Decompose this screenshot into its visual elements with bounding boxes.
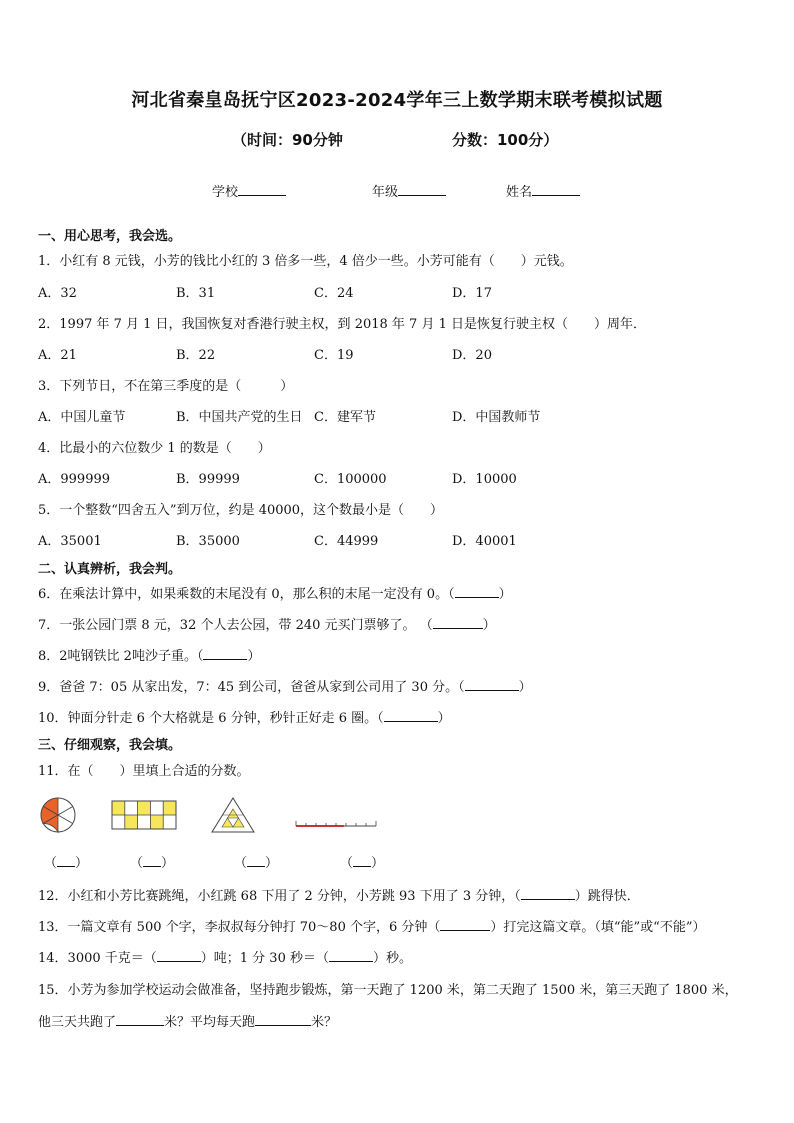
q2-option-d[interactable]: D．20	[452, 348, 492, 363]
grid-fraction-figure	[112, 801, 176, 829]
question-1: 1．小红有 8 元钱，小芳的钱比小红的 3 倍多一些，4 倍少一些。小芳可能有（ ）元钱。	[38, 254, 573, 269]
question-6: 6．在乘法计算中，如果乘数的末尾没有 0，那么积的末尾一定没有 0。（ ）	[38, 587, 512, 602]
q5-option-c[interactable]: C．44999	[314, 534, 379, 549]
q11-answer-2[interactable]: （ ）	[130, 856, 175, 871]
q11-figures	[38, 796, 398, 836]
q11-answer-3[interactable]: （ ）	[234, 856, 279, 871]
q3-option-a[interactable]: A．中国儿童节	[38, 410, 126, 425]
page-title: 河北省秦皇岛抚宁区2023-2024学年三上数学期末联考模拟试题	[131, 90, 663, 111]
grade-blank[interactable]	[398, 183, 446, 196]
question-8: 8．2吨钢铁比 2吨沙子重。（ ）	[38, 649, 261, 664]
q5-option-a[interactable]: A．35001	[38, 534, 102, 549]
question-12: 12．小红和小芳比赛跳绳，小红跳 68 下用了 2 分钟，小芳跳 93 下用了 3 分钟，（ ）跳得快．	[38, 889, 640, 904]
q15-blank-1[interactable]	[116, 1013, 164, 1026]
circle-fraction-figure	[41, 798, 75, 832]
school-label: 学校	[212, 185, 239, 200]
question-11: 11．在（ ）里填上合适的分数。	[38, 764, 250, 779]
q1-option-c[interactable]: C．24	[314, 286, 354, 301]
section-1-heading: 一、用心思考，我会选。	[38, 229, 182, 244]
q4-option-b[interactable]: B．99999	[176, 472, 240, 487]
q5-option-d[interactable]: D．40001	[452, 534, 517, 549]
q9-answer-blank[interactable]	[465, 678, 519, 691]
q3-option-c[interactable]: C．建军节	[314, 410, 376, 425]
q11-blank-2[interactable]	[143, 854, 161, 867]
q11-blank-1[interactable]	[57, 854, 75, 867]
q3-option-b[interactable]: B．中国共产党的生日	[176, 410, 303, 425]
question-2: 2．1997 年 7 月 1 日，我国恢复对香港行驶主权，到 2018 年 7 月 1 日是恢复行驶主权（ ）周年．	[38, 317, 646, 332]
q7-answer-blank[interactable]	[433, 616, 483, 629]
q1-option-a[interactable]: A．32	[38, 286, 77, 301]
q10-answer-blank[interactable]	[384, 709, 438, 722]
grade-field[interactable]	[372, 181, 446, 200]
q4-option-c[interactable]: C．100000	[314, 472, 387, 487]
q2-option-b[interactable]: B．22	[176, 348, 216, 363]
name-label: 姓名	[506, 185, 533, 200]
q3-option-d[interactable]: D．中国教师节	[452, 410, 541, 425]
q6-answer-blank[interactable]	[455, 585, 499, 598]
q15-blank-2[interactable]	[255, 1013, 311, 1026]
q11-answer-4[interactable]: （ ）	[340, 856, 385, 871]
q4-option-a[interactable]: A．999999	[38, 472, 111, 487]
exam-time: （时间：90分钟	[232, 131, 343, 149]
q1-option-d[interactable]: D．17	[452, 286, 492, 301]
section-3-heading: 三、仔细观察，我会填。	[38, 738, 182, 753]
question-10: 10．钟面分针走 6 个大格就是 6 分钟，秒针正好走 6 圈。（ ）	[38, 711, 451, 726]
question-9: 9．爸爸 7：05 从家出发，7：45 到公司，爸爸从家到公司用了 30 分。（ ）	[38, 680, 532, 695]
segment-fraction-figure	[296, 821, 376, 826]
q5-option-b[interactable]: B．35000	[176, 534, 240, 549]
question-4: 4．比最小的六位数少 1 的数是（ ）	[38, 441, 271, 456]
question-5: 5．一个整数“四舍五入”到万位，约是 40000，这个数最小是（ ）	[38, 503, 444, 518]
q4-option-d[interactable]: D．10000	[452, 472, 517, 487]
q14-blank-1[interactable]	[157, 949, 201, 962]
q8-answer-blank[interactable]	[203, 647, 247, 660]
exam-score: 分数：100分）	[452, 131, 559, 149]
q13-answer-blank[interactable]	[440, 918, 490, 931]
question-3: 3．下列节日，不在第三季度的是（ ）	[38, 379, 294, 394]
question-15-line-1: 15．小芳为参加学校运动会做准备，坚持跑步锻炼，第一天跑了 1200 米，第二天跑了 1500 米，第三天跑了 1800 米，	[38, 983, 738, 998]
school-blank[interactable]	[238, 183, 286, 196]
q11-answer-1[interactable]: （ ）	[44, 856, 89, 871]
name-blank[interactable]	[532, 183, 580, 196]
q14-blank-2[interactable]	[329, 949, 373, 962]
q11-blank-4[interactable]	[353, 854, 371, 867]
q2-option-c[interactable]: C．19	[314, 348, 354, 363]
question-7: 7．一张公园门票 8 元，32 个人去公园，带 240 元买门票够了。 （ ）	[38, 618, 496, 633]
school-field[interactable]	[212, 181, 286, 200]
q11-blank-3[interactable]	[247, 854, 265, 867]
q12-answer-blank[interactable]	[521, 887, 575, 900]
q1-option-b[interactable]: B．31	[176, 286, 216, 301]
question-15-line-2: 他三天共跑了 米？平均每天跑 米？	[38, 1015, 338, 1030]
name-field[interactable]	[506, 181, 580, 200]
triangle-fraction-figure	[212, 798, 254, 832]
question-13: 13．一篇文章有 500 个字，李叔叔每分钟打 70～80 个字，6 分钟（ ）打完这篇文章。（填“能”或“不能”）	[38, 920, 706, 935]
q2-option-a[interactable]: A．21	[38, 348, 77, 363]
question-14: 14．3000 千克＝（ ）吨；1 分 30 秒＝（ ）秒。	[38, 951, 412, 966]
grade-label: 年级	[372, 185, 399, 200]
section-2-heading: 二、认真辨析，我会判。	[38, 562, 182, 577]
